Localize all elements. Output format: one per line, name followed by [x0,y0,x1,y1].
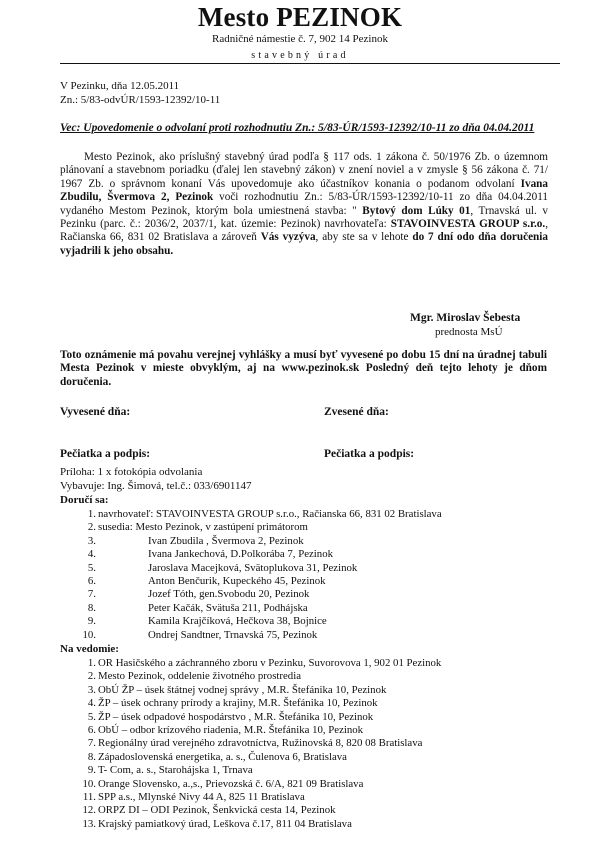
body-text-2: voči rozhodnutiu Zn.: 5/83-ÚR/1593-12392/10-11 zo dňa 04.04.2011 vydaného Mestom Pezinok, ktorým bola umiestnená stavba: " [60,191,548,217]
list-item-text: Regionálny úrad verejného zdravotníctva, Ružinovská 8, 820 08 Bratislava [98,737,423,750]
list-item-number: 10. [82,628,96,641]
posted-date-label: Vyvesené dňa: [60,406,131,418]
delivered-to-heading: Doručí sa: [60,494,109,506]
list-item-number: 13. [82,817,96,830]
list-item-number: 12. [82,804,96,817]
letterhead-address: Radničné námestie č. 7, 902 14 Pezinok [212,33,388,45]
body-text-4: , Račianska 66, 831 02 Bratislava a zároveň [60,218,548,244]
body-invite: Vás vyzýva [260,231,316,244]
list-item-text: navrhovateľ: STAVOINVESTA GROUP s.r.o., Račianska 66, 831 02 Bratislava [98,508,442,520]
list-item-number: 7. [87,737,96,750]
list-item-text: Ivana Jankechová, D.Polkorába 7, Pezinok [148,548,333,561]
list-item-text: Peter Kačák, Svätuša 211, Podhájska [148,601,308,614]
list-item-text: Jozef Tóth, gen.Svobodu 20, Pezinok [148,588,310,601]
list-item-number: 8. [87,601,96,614]
list-item-number: 11. [82,790,96,803]
list-item-number: 5. [87,561,96,574]
list-item-number: 3. [87,534,96,547]
list-item-number: 2. [87,670,96,683]
list-item-text: Krajský pamiatkový úrad, Leškova č.17, 811 04 Bratislava [98,817,352,830]
list-item-number: 9. [87,764,96,777]
signature-name: Mgr. Miroslav Šebesta [410,312,521,324]
body-building: Bytový dom Lúky 01 [362,204,471,217]
list-item-text: Mesto Pezinok, oddelenie životného prostredia [98,670,301,683]
list-item-number: 4. [87,548,96,561]
letterhead-divider [60,63,560,64]
list-item-number: 1. [87,657,96,669]
public-notice: Toto oznámenie má povahu verejnej vyhlášky a musí byť vyvesené po dobu 15 dní na úradnej tabuli Mesta Pezinok v mieste obvyklým, aj na www.pezinok.sk Posledný deň tejto lehoty je dňom doručenia. [60,349,547,388]
list-item-text: T- Com, a. s., Starohájska 1, Trnava [98,764,253,777]
list-item-number: 10. [82,777,96,790]
list-item-text: ORPZ DI – ODI Pezinok, Šenkvická cesta 14, Pezinok [98,804,336,817]
list-item-number: 7. [87,588,96,601]
reference-number: Zn.: 5/83-odvÚR/1593-12392/10-11 [60,94,221,106]
body-text-5: , aby ste sa v lehote [315,231,413,244]
list-item-text: ŽP – úsek odpadové hospodárstvo , M.R. Štefánika 10, Pezinok [98,710,374,723]
removed-date-label: Zvesené dňa: [324,406,389,418]
body-applicant: STAVOINVESTA GROUP s.r.o. [390,218,546,231]
list-item-text: ObÚ – odbor krízového riadenia, M.R. Štefánika 10, Pezinok [98,723,364,736]
subject-line: Vec: Upovedomenie o odvolaní proti rozhodnutiu Zn.: 5/83-ÚR/1593-12392/10-11 zo dňa 04.04.2011 [60,122,535,134]
list-item-text: Západoslovenská energetika, a. s., Čulenova 6, Bratislava [98,750,347,763]
letterhead-office: stavebný úrad [251,50,349,61]
list-item-number: 3. [87,683,96,696]
signature-role: prednosta MsÚ [435,326,503,338]
letterhead-title: Mesto PEZINOK [197,2,403,32]
body-text-1: Mesto Pezinok, ako príslušný stavebný úrad podľa § 117 ods. 1 zákona č. 50/1976 Zb. o územnom plánovaní a stavebnom poriadku (ďalej len stavebný zákon) v znení noviel a v zmysle § 56 zákona č. 71/ 1967 Zb. o správnom konaní Vás upovedomuje ako účastníkov konania o podanom odvolaní [60,151,548,190]
list-item-text: SPP a.s., Mlynské Nivy 44 A, 825 11 Bratislava [98,790,305,803]
for-info-heading: Na vedomie: [60,643,119,655]
list-item-text: susedia: Mesto Pezinok, v zastúpení primátorom [98,521,308,534]
list-item-number: 5. [87,710,96,723]
body-deadline: do 7 dní odo dňa doručenia vyjadrili k jeho obsahu. [60,231,548,257]
list-item-number: 4. [87,697,96,710]
list-item-text: Anton Benčurik, Kupeckého 45, Pezinok [148,574,326,587]
list-item-number: 9. [87,615,96,628]
date-line: V Pezinku, dňa 12.05.2011 [60,80,180,92]
list-item-number: 2. [87,521,96,534]
body-text-3: , Trnavská ul. v Pezinku (parc. č.: 2036/2, 2037/1, kat. územie: Pezinok) navrhovateľa: [60,204,548,231]
list-item-text: Kamila Krajčíková, Hečkova 38, Bojnice [148,615,327,628]
stamp-signature-label-1: Pečiatka a podpis: [60,448,151,460]
list-item-text: OR Hasičského a záchranného zboru v Pezinku, Suvorovova 1, 902 01 Pezinok [98,657,442,669]
list-item-number: 6. [87,723,96,736]
list-item-text: Jaroslava Macejková, Svätoplukova 31, Pezinok [148,561,358,574]
list-item-text: Orange Slovensko, a.,s., Prievozská č. 6/A, 821 09 Bratislava [98,777,364,790]
list-item-number: 8. [87,750,96,763]
list-item-text: ŽP – úsek ochrany prírody a krajiny, M.R. Štefánika 10, Pezinok [98,697,378,710]
list-item-text: ObÚ ŽP – úsek štátnej vodnej správy , M.R. Štefánika 10, Pezinok [98,683,387,696]
handled-by-line: Vybavuje: Ing. Šimová, tel.č.: 033/6901147 [60,480,252,492]
list-item-text: Ivan Zbudila , Švermova 2, Pezinok [148,534,304,547]
list-item-text: Ondrej Sandtner, Trnavská 75, Pezinok [148,628,318,641]
attachment-line: Príloha: 1 x fotokópia odvolania [60,466,203,478]
body-appellant: Ivana Zbudilu, Švermova 2, Pezinok [60,177,548,204]
stamp-signature-label-2: Pečiatka a podpis: [324,448,415,460]
body-paragraph [60,151,548,258]
list-item-number: 1. [87,508,96,520]
list-item-number: 6. [87,574,96,587]
